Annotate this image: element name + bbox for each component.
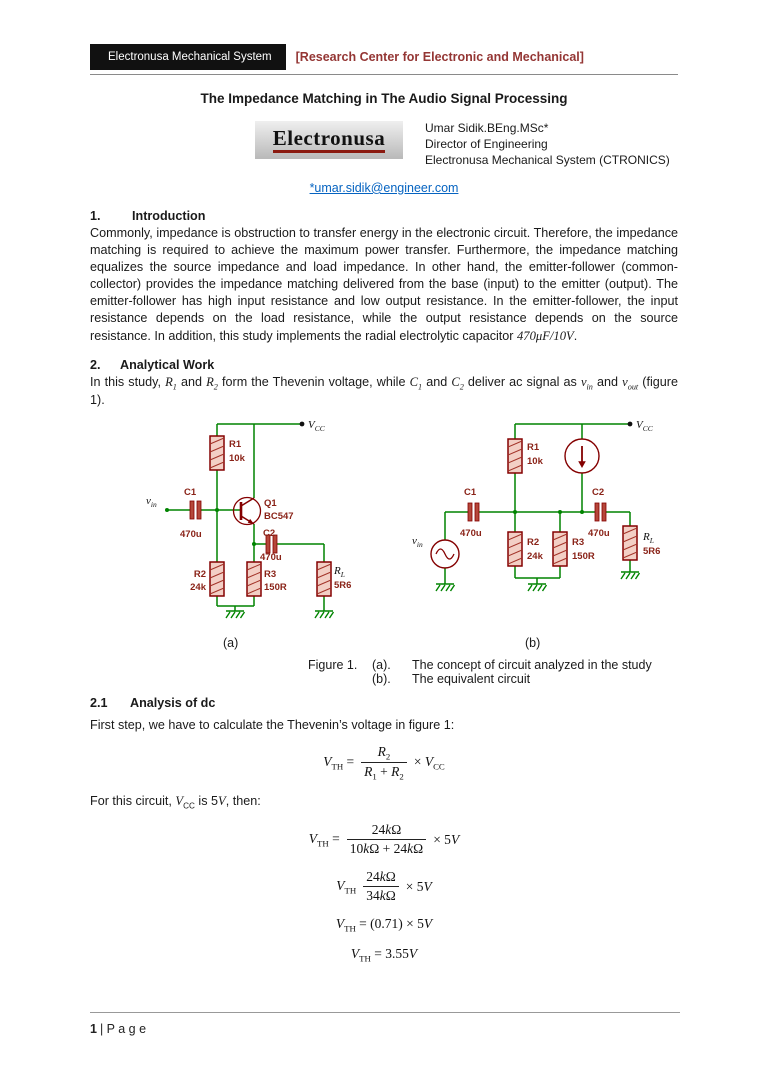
brand-text: Electronusa Mechanical System	[108, 51, 272, 63]
eq2-rhs: × 5V	[433, 831, 460, 847]
author-affiliation: Electronusa Mechanical System (CTRONICS)	[425, 152, 670, 167]
analytical-paragraph: In this study, $R_1$ and $R_2$ form the Thevenin voltage, while $C_1$ and $C_2$ deliver ac signal as $v_{in}$ and $v_{out}$ (figure 1).	[90, 374, 678, 408]
resistor-r2	[508, 532, 522, 566]
capacitor-c1	[468, 503, 479, 521]
resistor-r2	[210, 562, 224, 596]
section-1-heading	[90, 209, 678, 223]
rl-ref-label: $R_L$	[643, 530, 654, 545]
eq2-fraction: $\frac{24k\Omega}{10k\Omega + 24k\Omega}$	[347, 822, 426, 857]
section-2-title: Analytical Work	[120, 357, 215, 372]
eq3-lhs: $V_{TH}$	[336, 878, 357, 896]
email-link[interactable]: *umar.sidik@engineer.com	[309, 180, 459, 195]
page-number-suffix: | P a g e	[99, 1022, 147, 1036]
ground-symbol	[621, 572, 640, 579]
author-name: Umar Sidik.BEng.MSc*	[425, 121, 549, 135]
rl-value-label: 5R6	[334, 579, 352, 591]
section-2-1-number: 2.1	[90, 695, 108, 710]
rl-ref-label: $R_L$	[334, 564, 345, 579]
eq3-fraction: $\frac{24k\Omega}{34k\Omega}$	[363, 869, 399, 904]
c1-value-label: 470u	[460, 527, 482, 539]
brand-box	[90, 44, 286, 70]
c2-ref-label: C2	[592, 486, 605, 498]
section-1-number: 1.	[90, 208, 101, 223]
section-1-title: Introduction	[132, 208, 206, 223]
equation-vth-result: $V_{TH} = 3.55V$	[350, 946, 418, 964]
section-2-number: 2.	[90, 357, 101, 372]
caption-text-b: The equivalent circuit	[412, 671, 531, 686]
resistor-rl	[623, 526, 637, 560]
resistor-r1	[210, 436, 224, 470]
figure-caption	[308, 658, 678, 686]
eq1-fraction: $\frac{R_2}{R_1 + R_2}$	[361, 744, 407, 782]
equation-vth-values	[90, 822, 678, 857]
page-footer	[90, 1012, 680, 1036]
section-2-heading	[90, 358, 678, 372]
header-bar	[90, 44, 678, 70]
section-2-1-heading	[90, 696, 678, 710]
caption-key-a: (a).	[372, 657, 391, 672]
equation-vth-general	[90, 744, 678, 782]
caption-text-a: The concept of circuit analyzed in the study	[412, 657, 652, 672]
r1-ref-label: R1	[527, 441, 540, 453]
page-number-value: 1	[90, 1022, 97, 1036]
section-2-1-title: Analysis of dc	[130, 695, 216, 710]
capacitor-c2	[595, 503, 606, 521]
ground-symbol	[528, 584, 547, 591]
c2-value-label: 470u	[588, 527, 610, 539]
resistor-r3	[247, 562, 261, 596]
vcc-statement: For this circuit, $V_{CC}$ is 5V, then:	[90, 793, 261, 811]
figure-1	[90, 414, 678, 662]
header-subtitle: [Research Center for Electronic and Mechanical]	[295, 50, 584, 64]
equation-vth-ratio: $V_{TH} = (0.71) \times 5V$	[335, 916, 433, 935]
vin-label: $v_{in}$	[146, 494, 157, 509]
c1-ref-label: C1	[184, 486, 197, 498]
c2-ref-label: C2	[263, 527, 276, 539]
r3-value-label: 150R	[572, 550, 595, 562]
caption-row-b	[372, 672, 652, 686]
r2-value-label: 24k	[527, 550, 543, 562]
eq3-rhs: × 5V	[405, 878, 432, 894]
circuit-b-schematic	[410, 414, 695, 614]
author-role: Director of Engineering	[425, 136, 548, 151]
logo-author-row	[255, 121, 678, 169]
analysis-dc-intro: First step, we have to calculate the Thevenin’s voltage in figure 1:	[90, 717, 455, 732]
ground-symbol	[315, 611, 334, 618]
q1-ref-label: Q1	[264, 497, 277, 509]
eq1-lhs: $V_{TH}$ =	[323, 753, 355, 772]
intro-paragraph: Commonly, impedance is obstruction to transfer energy in the electronic circuit. Therefore, the impedance matching is required to achieve the maximum power transfer. Furthermore, the impedance matching equalizes the source impedance and load impedance. In other hand, the emitter-follower (common-collector) provides the impedance matching delivered from the base (input) to the emitter (output). The emitter-follower has high input resistance and low output resistance. In the emitter-follower, the input resistance depends on the load resistance, while the output resistance depends on the source resistance. In addition, this study implements the radial electrolytic capacitor 470μF/10V.	[90, 225, 678, 343]
resistor-r1	[508, 439, 522, 473]
circuit-a-schematic	[142, 414, 412, 626]
caption-key-b: (b).	[372, 671, 391, 686]
r1-ref-label: R1	[229, 438, 242, 450]
footer-divider	[90, 1012, 680, 1013]
page-title: The Impedance Matching in The Audio Signal Processing	[200, 91, 568, 106]
logo-text: Electronusa	[273, 127, 385, 152]
vcc-label: $V_{CC}$	[308, 418, 325, 433]
page-number	[90, 1022, 680, 1036]
company-logo	[255, 121, 403, 159]
r3-ref-label: R3	[572, 536, 585, 548]
r3-ref-label: R3	[264, 568, 277, 580]
email-line	[90, 181, 678, 195]
q1-value-label: BC547	[264, 510, 294, 522]
figure-caption-items	[372, 658, 652, 686]
c1-ref-label: C1	[464, 486, 477, 498]
vin-label: $v_{in}$	[412, 534, 423, 549]
vcc-label: $V_{CC}$	[636, 418, 653, 433]
equation-vth-simplified	[90, 869, 678, 904]
figure-label-b: (b)	[525, 635, 541, 650]
capacitor-c1	[190, 501, 201, 519]
r3-value-label: 150R	[264, 581, 287, 593]
c2-value-label: 470u	[260, 551, 282, 563]
c1-value-label: 470u	[180, 528, 202, 540]
transistor-q1	[234, 497, 261, 524]
rl-value-label: 5R6	[643, 545, 661, 557]
figure-caption-name: Figure 1.	[308, 657, 358, 672]
vcc-terminal	[628, 421, 633, 426]
eq1-rhs: × $V_{CC}$	[413, 753, 445, 772]
r2-ref-label: R2	[527, 536, 540, 548]
r2-value-label: 24k	[190, 581, 206, 593]
ground-symbol	[226, 611, 245, 618]
author-block	[425, 121, 670, 169]
eq2-lhs: $V_{TH}$ =	[308, 831, 340, 849]
current-source	[565, 439, 599, 473]
resistor-rl	[317, 562, 331, 596]
figure-label-a: (a)	[223, 635, 239, 650]
junction-dots	[165, 508, 256, 546]
ground-symbol	[436, 584, 455, 591]
r1-value-label: 10k	[527, 455, 543, 467]
r1-value-label: 10k	[229, 452, 245, 464]
ac-source	[431, 540, 459, 568]
r2-ref-label: R2	[193, 568, 206, 580]
header-divider	[90, 74, 678, 75]
resistor-r3	[553, 532, 567, 566]
vcc-terminal	[300, 421, 305, 426]
